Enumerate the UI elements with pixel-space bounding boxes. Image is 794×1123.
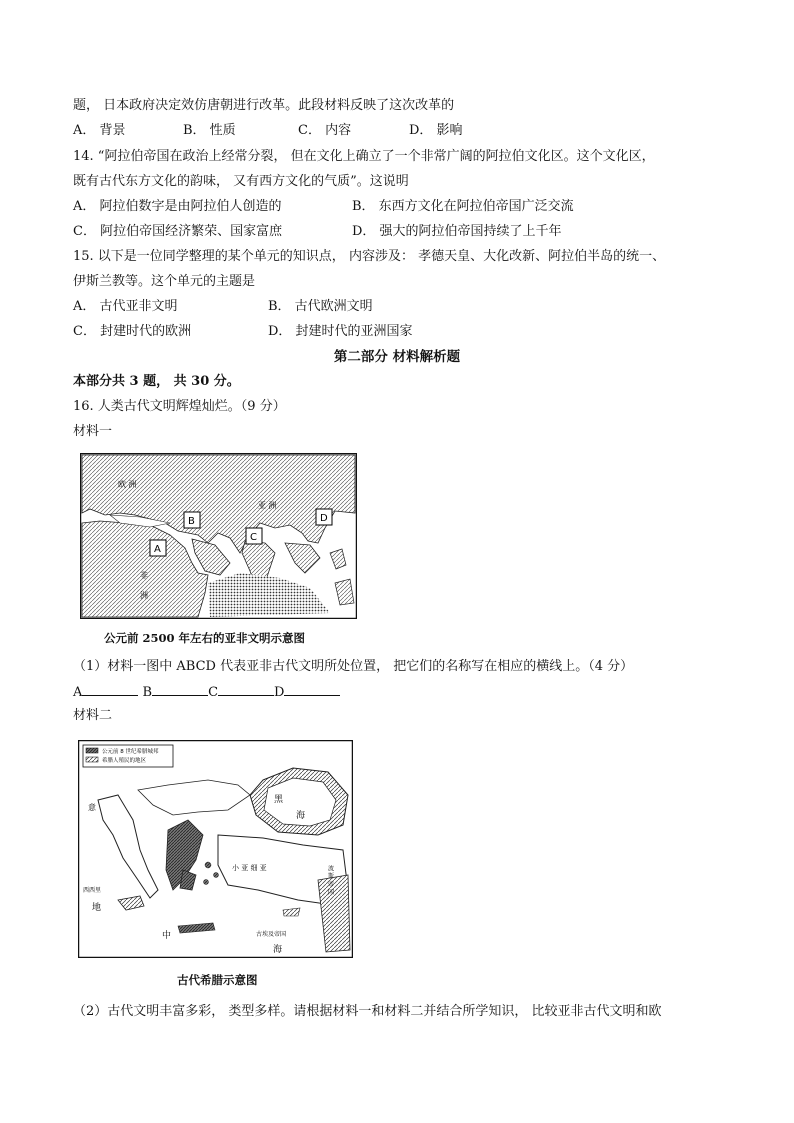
q15-stem-line2: 伊斯兰教等。这个单元的主题是 bbox=[73, 274, 256, 289]
map1-label-europe: 欧 洲 bbox=[118, 480, 137, 489]
q13-option-c: C． 内容 bbox=[298, 123, 352, 138]
svg-text:B: B bbox=[188, 516, 195, 527]
q15-stem-line1: 15. 以下是一位同学整理的某个单元的知识点， 内容涉及： 孝德天皇、大化改新、阿拉伯半岛的统一、 bbox=[73, 249, 666, 264]
blank-c[interactable] bbox=[218, 683, 274, 696]
map2-label-med3: 海 bbox=[273, 945, 283, 955]
q16-title: 16. 人类古代文明辉煌灿烂。（9 分） bbox=[73, 399, 286, 414]
svg-text:希腊人殖民的地区: 希腊人殖民的地区 bbox=[102, 758, 147, 764]
q15-option-d: D． 封建时代的亚洲国家 bbox=[268, 324, 413, 339]
blank-label-c: C bbox=[208, 685, 219, 700]
q14-stem-line2: 既有古代东方文化的韵味， 又有西方文化的气质”。这说明 bbox=[73, 174, 409, 189]
map-ancient-greece bbox=[78, 740, 353, 958]
svg-text:A: A bbox=[154, 544, 161, 555]
q14-stem-line1: 14. “阿拉伯帝国在政治上经常分裂， 但在文化上确立了一个非常广阔的阿拉伯文化区。这个文化区， bbox=[73, 149, 655, 164]
map1-box-d bbox=[316, 509, 332, 525]
map2-label-asia-minor: 小 亚 细 亚 bbox=[232, 864, 267, 872]
svg-text:公元前 8 世纪希腊城邦: 公元前 8 世纪希腊城邦 bbox=[102, 749, 159, 755]
q15-option-b: B． 古代欧洲文明 bbox=[268, 299, 373, 314]
blank-label-b: B bbox=[142, 685, 153, 700]
map2-label-med2: 中 bbox=[162, 931, 172, 941]
q13-stem: 题， 日本政府决定效仿唐朝进行改革。此段材料反映了这次改革的 bbox=[73, 98, 455, 113]
map2-legend bbox=[83, 745, 173, 767]
part2-heading: 第二部分 材料解析题 bbox=[333, 349, 461, 365]
q14-option-b: B． 东西方文化在阿拉伯帝国广泛交流 bbox=[352, 199, 574, 214]
map-asia-africa-civilizations bbox=[80, 453, 357, 619]
map2-label-persia: 波 斯 帝 国 bbox=[326, 865, 334, 895]
svg-text:C: C bbox=[250, 532, 257, 543]
q14-option-a: A． 阿拉伯数字是由阿拉伯人创造的 bbox=[73, 199, 282, 214]
map1-box-c bbox=[246, 528, 262, 544]
map1-box-b bbox=[184, 512, 200, 528]
map2-label-italy: 意 bbox=[88, 803, 96, 812]
map2-label-black-sea: 黑 bbox=[274, 795, 284, 805]
q16-sub2: （2）古代文明丰富多彩， 类型多样。请根据材料一和材料二并结合所学知识， 比较亚非古代文明和欧 bbox=[73, 1004, 662, 1019]
map2-label-sea: 海 bbox=[296, 811, 306, 821]
map1-label-asia: 亚 洲 bbox=[258, 501, 277, 510]
map2-label-egypt: 古埃及帝国 bbox=[256, 931, 287, 938]
q14-option-d: D． 强大的阿拉伯帝国持续了上千年 bbox=[352, 224, 562, 239]
q13-option-d: D． 影响 bbox=[409, 123, 463, 138]
blank-b[interactable] bbox=[152, 683, 208, 696]
blank-label-a: A bbox=[73, 685, 83, 700]
map1-label-africa-b: 洲 bbox=[140, 591, 148, 600]
svg-text:D: D bbox=[320, 513, 328, 524]
q13-option-b: B． 性质 bbox=[183, 123, 236, 138]
blank-d[interactable] bbox=[284, 683, 340, 696]
blank-label-d: D bbox=[274, 685, 285, 700]
q14-option-c: C． 阿拉伯帝国经济繁荣、国家富庶 bbox=[73, 224, 283, 239]
q15-option-c: C． 封建时代的欧洲 bbox=[73, 324, 192, 339]
part2-intro: 本部分共 3 题， 共 30 分。 bbox=[73, 374, 240, 389]
q13-option-a: A． 背景 bbox=[73, 123, 126, 138]
map1-label-africa-a: 非 bbox=[140, 571, 148, 580]
map1-box-a bbox=[150, 540, 166, 556]
map2-label-med1: 地 bbox=[92, 903, 102, 913]
material1-label: 材料一 bbox=[73, 424, 113, 439]
map2-label-sicily: 西西里 bbox=[83, 887, 102, 894]
material2-label: 材料二 bbox=[73, 708, 113, 723]
q16-sub1: （1）材料一图中 ABCD 代表亚非古代文明所处位置， 把它们的名称写在相应的横线上。（4 分） bbox=[73, 659, 634, 674]
blank-a[interactable] bbox=[82, 683, 138, 696]
q16-blanks bbox=[73, 683, 340, 702]
map1-caption: 公元前 2500 年左右的亚非文明示意图 bbox=[104, 631, 306, 645]
map2-caption: 古代希腊示意图 bbox=[177, 973, 258, 987]
q15-option-a: A． 古代亚非文明 bbox=[73, 299, 178, 314]
